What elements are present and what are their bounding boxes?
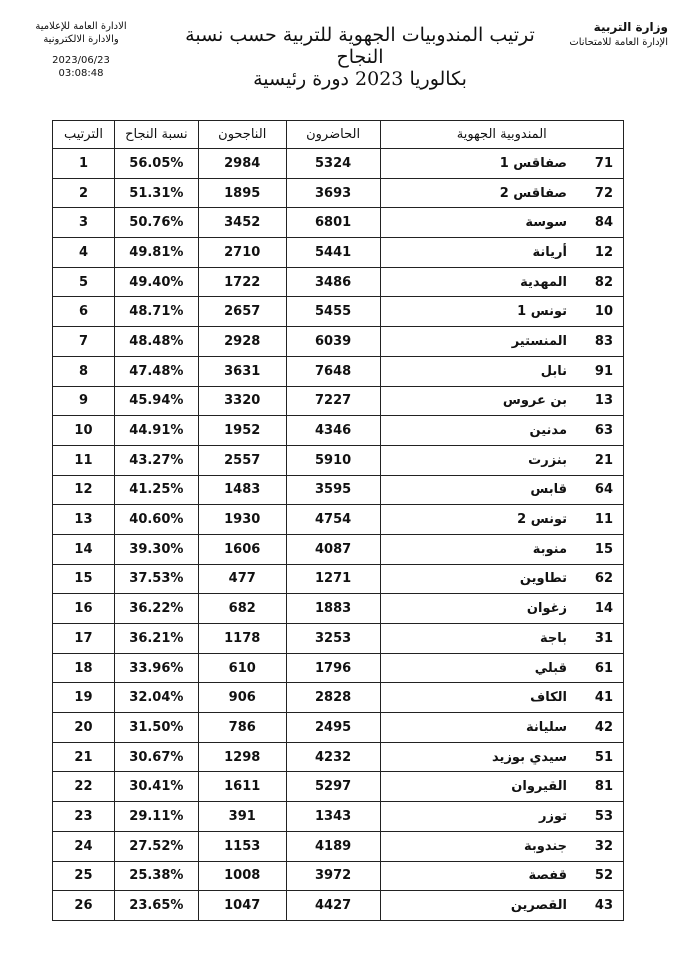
rate-cell: 43.27% — [114, 445, 198, 475]
rate-cell: 48.48% — [114, 327, 198, 357]
region-name: قابس — [530, 482, 567, 498]
region-cell — [380, 178, 623, 208]
passed-cell: 1930 — [198, 505, 286, 535]
rate-cell: 30.41% — [114, 772, 198, 802]
ranking-table — [52, 120, 624, 921]
table-row — [53, 149, 624, 179]
rate-cell: 36.22% — [114, 594, 198, 624]
table-row — [53, 238, 624, 268]
passed-cell: 1952 — [198, 416, 286, 446]
region-name: جندوبة — [523, 838, 567, 854]
region-name: سليانة — [525, 719, 567, 735]
present-cell: 5910 — [286, 445, 380, 475]
region-name: صفاقس 1 — [499, 155, 567, 171]
passed-cell: 1153 — [198, 831, 286, 861]
rank-cell: 18 — [53, 653, 115, 683]
rank-cell: 3 — [53, 208, 115, 238]
col-header-rate: نسبة النجاح — [114, 121, 198, 149]
rate-cell: 49.40% — [114, 267, 198, 297]
rank-cell: 20 — [53, 713, 115, 743]
passed-cell: 2928 — [198, 327, 286, 357]
rate-cell: 44.91% — [114, 416, 198, 446]
table-row — [53, 534, 624, 564]
region-code: 91 — [594, 363, 613, 379]
present-cell: 4087 — [286, 534, 380, 564]
rate-cell: 32.04% — [114, 683, 198, 713]
col-header-region: المندوبية الجهوية — [380, 121, 623, 149]
rate-cell: 49.81% — [114, 238, 198, 268]
present-cell: 1883 — [286, 594, 380, 624]
rate-cell: 25.38% — [114, 861, 198, 891]
region-code: 43 — [594, 898, 613, 914]
passed-cell: 1298 — [198, 742, 286, 772]
rank-cell: 13 — [53, 505, 115, 535]
present-cell: 3972 — [286, 861, 380, 891]
passed-cell: 682 — [198, 594, 286, 624]
region-cell — [380, 742, 623, 772]
region-cell — [380, 208, 623, 238]
present-cell: 7227 — [286, 386, 380, 416]
rank-cell: 26 — [53, 891, 115, 921]
rate-cell: 23.65% — [114, 891, 198, 921]
rate-cell: 29.11% — [114, 802, 198, 832]
rank-cell: 11 — [53, 445, 115, 475]
region-cell — [380, 386, 623, 416]
region-code: 32 — [594, 838, 613, 854]
present-cell: 1343 — [286, 802, 380, 832]
present-cell: 6039 — [286, 327, 380, 357]
table-row — [53, 327, 624, 357]
region-cell — [380, 475, 623, 505]
region-code: 21 — [594, 452, 613, 468]
region-code: 10 — [594, 304, 613, 320]
region-code: 14 — [594, 601, 613, 617]
rank-cell: 25 — [53, 861, 115, 891]
region-cell — [380, 713, 623, 743]
table-header-row — [53, 121, 624, 149]
table-row — [53, 475, 624, 505]
title-line-2: بكالوريا 2023 دورة رئيسية — [253, 68, 467, 90]
table-row — [53, 802, 624, 832]
region-cell — [380, 594, 623, 624]
passed-cell: 1895 — [198, 178, 286, 208]
rate-cell: 31.50% — [114, 713, 198, 743]
passed-cell: 1722 — [198, 267, 286, 297]
region-name: سيدي بوزيد — [492, 749, 567, 765]
passed-cell: 1611 — [198, 772, 286, 802]
present-cell: 2495 — [286, 713, 380, 743]
region-name: بن عروس — [502, 393, 567, 409]
region-cell — [380, 505, 623, 535]
passed-cell: 2657 — [198, 297, 286, 327]
table-row — [53, 356, 624, 386]
passed-cell: 1008 — [198, 861, 286, 891]
present-cell: 5441 — [286, 238, 380, 268]
region-code: 53 — [594, 808, 613, 824]
rank-cell: 5 — [53, 267, 115, 297]
report-date: 2023/06/23 — [52, 55, 110, 66]
rate-cell: 48.71% — [114, 297, 198, 327]
issuing-office-block — [6, 20, 156, 80]
region-code: 62 — [594, 571, 613, 587]
region-code: 12 — [594, 244, 613, 260]
present-cell: 4754 — [286, 505, 380, 535]
region-code: 11 — [594, 512, 613, 528]
rate-cell: 51.31% — [114, 178, 198, 208]
passed-cell: 391 — [198, 802, 286, 832]
present-cell: 3693 — [286, 178, 380, 208]
passed-cell: 3631 — [198, 356, 286, 386]
region-name: القصرين — [510, 898, 567, 914]
rank-cell: 14 — [53, 534, 115, 564]
col-header-present: الحاضرون — [286, 121, 380, 149]
rank-cell: 4 — [53, 238, 115, 268]
region-code: 63 — [594, 423, 613, 439]
table-row — [53, 564, 624, 594]
rank-cell: 7 — [53, 327, 115, 357]
exams-directorate: الإدارة العامة للامتحانات — [569, 37, 668, 48]
issuing-office-line-2: والادارة الالكترونية — [43, 34, 119, 45]
passed-cell: 786 — [198, 713, 286, 743]
report-time: 03:08:48 — [58, 68, 104, 79]
region-cell — [380, 564, 623, 594]
table-row — [53, 891, 624, 921]
document-title — [170, 24, 550, 90]
present-cell: 4232 — [286, 742, 380, 772]
passed-cell: 2710 — [198, 238, 286, 268]
region-cell — [380, 534, 623, 564]
rank-cell: 10 — [53, 416, 115, 446]
rate-cell: 27.52% — [114, 831, 198, 861]
present-cell: 5297 — [286, 772, 380, 802]
rank-cell: 9 — [53, 386, 115, 416]
region-cell — [380, 683, 623, 713]
ministry-block — [569, 20, 668, 50]
region-code: 82 — [594, 274, 613, 290]
rate-cell: 45.94% — [114, 386, 198, 416]
region-name: المهدية — [520, 274, 567, 290]
ministry-name: وزارة التربية — [593, 20, 668, 34]
passed-cell: 906 — [198, 683, 286, 713]
rank-cell: 1 — [53, 149, 115, 179]
region-code: 84 — [594, 215, 613, 231]
region-code: 61 — [594, 660, 613, 676]
region-name: تطاوين — [519, 571, 567, 587]
rank-cell: 15 — [53, 564, 115, 594]
region-cell — [380, 891, 623, 921]
region-name: قفصة — [528, 868, 567, 884]
table-row — [53, 445, 624, 475]
table-row — [53, 386, 624, 416]
present-cell: 5455 — [286, 297, 380, 327]
issuing-office-line-1: الادارة العامة للإعلامية — [35, 21, 127, 32]
region-name: أريانة — [532, 244, 567, 260]
table-row — [53, 505, 624, 535]
region-name: مدنين — [529, 423, 567, 439]
table-row — [53, 742, 624, 772]
region-code: 41 — [594, 690, 613, 706]
rank-cell: 24 — [53, 831, 115, 861]
rate-cell: 30.67% — [114, 742, 198, 772]
passed-cell: 2984 — [198, 149, 286, 179]
region-cell — [380, 653, 623, 683]
region-cell — [380, 416, 623, 446]
passed-cell: 477 — [198, 564, 286, 594]
table-row — [53, 653, 624, 683]
present-cell: 2828 — [286, 683, 380, 713]
table-row — [53, 713, 624, 743]
region-code: 81 — [594, 779, 613, 795]
table-row — [53, 831, 624, 861]
region-name: المنستير — [511, 333, 567, 349]
region-cell — [380, 267, 623, 297]
rank-cell: 19 — [53, 683, 115, 713]
rank-cell: 12 — [53, 475, 115, 505]
rank-cell: 16 — [53, 594, 115, 624]
present-cell: 1796 — [286, 653, 380, 683]
rate-cell: 40.60% — [114, 505, 198, 535]
region-code: 83 — [594, 333, 613, 349]
table-row — [53, 772, 624, 802]
present-cell: 4346 — [286, 416, 380, 446]
rank-cell: 2 — [53, 178, 115, 208]
region-name: تونس 2 — [517, 512, 567, 528]
present-cell: 4189 — [286, 831, 380, 861]
table-row — [53, 178, 624, 208]
region-code: 52 — [594, 868, 613, 884]
region-cell — [380, 861, 623, 891]
region-cell — [380, 772, 623, 802]
region-code: 42 — [594, 719, 613, 735]
rank-cell: 6 — [53, 297, 115, 327]
rank-cell: 23 — [53, 802, 115, 832]
table-row — [53, 416, 624, 446]
present-cell: 5324 — [286, 149, 380, 179]
rate-cell: 56.05% — [114, 149, 198, 179]
table-row — [53, 624, 624, 654]
rank-cell: 21 — [53, 742, 115, 772]
rate-cell: 33.96% — [114, 653, 198, 683]
table-row — [53, 297, 624, 327]
present-cell: 3253 — [286, 624, 380, 654]
region-code: 51 — [594, 749, 613, 765]
title-line-1: ترتيب المندوبيات الجهوية للتربية حسب نسبة النجاح — [185, 24, 535, 68]
region-cell — [380, 802, 623, 832]
region-cell — [380, 297, 623, 327]
rate-cell: 41.25% — [114, 475, 198, 505]
table-row — [53, 594, 624, 624]
region-cell — [380, 356, 623, 386]
passed-cell: 2557 — [198, 445, 286, 475]
rank-cell: 22 — [53, 772, 115, 802]
region-code: 64 — [594, 482, 613, 498]
region-name: القيروان — [511, 779, 567, 795]
rate-cell: 50.76% — [114, 208, 198, 238]
rate-cell: 47.48% — [114, 356, 198, 386]
region-name: زغوان — [526, 601, 567, 617]
region-cell — [380, 149, 623, 179]
passed-cell: 1178 — [198, 624, 286, 654]
rank-cell: 17 — [53, 624, 115, 654]
passed-cell: 1483 — [198, 475, 286, 505]
region-code: 72 — [594, 185, 613, 201]
passed-cell: 610 — [198, 653, 286, 683]
region-code: 31 — [594, 630, 613, 646]
table-row — [53, 267, 624, 297]
rate-cell: 39.30% — [114, 534, 198, 564]
region-code: 71 — [594, 155, 613, 171]
region-name: باجة — [539, 630, 567, 646]
region-name: صفاقس 2 — [499, 185, 567, 201]
present-cell: 3595 — [286, 475, 380, 505]
rate-cell: 36.21% — [114, 624, 198, 654]
region-name: الكاف — [530, 690, 567, 706]
rank-cell: 8 — [53, 356, 115, 386]
region-cell — [380, 831, 623, 861]
table-row — [53, 208, 624, 238]
region-cell — [380, 624, 623, 654]
region-code: 15 — [594, 541, 613, 557]
rate-cell: 37.53% — [114, 564, 198, 594]
region-name: نابل — [540, 363, 567, 379]
region-code: 13 — [594, 393, 613, 409]
col-header-rank: الترتيب — [53, 121, 115, 149]
region-name: توزر — [539, 808, 567, 824]
passed-cell: 1047 — [198, 891, 286, 921]
region-cell — [380, 327, 623, 357]
passed-cell: 1606 — [198, 534, 286, 564]
table-row — [53, 683, 624, 713]
region-name: قبلي — [534, 660, 567, 676]
region-name: بنزرت — [528, 452, 567, 468]
present-cell: 3486 — [286, 267, 380, 297]
present-cell: 4427 — [286, 891, 380, 921]
col-header-passed: الناجحون — [198, 121, 286, 149]
region-cell — [380, 238, 623, 268]
table-row — [53, 861, 624, 891]
region-name: سوسة — [525, 215, 567, 231]
present-cell: 7648 — [286, 356, 380, 386]
region-name: تونس 1 — [517, 304, 567, 320]
passed-cell: 3452 — [198, 208, 286, 238]
passed-cell: 3320 — [198, 386, 286, 416]
present-cell: 1271 — [286, 564, 380, 594]
region-cell — [380, 445, 623, 475]
region-name: منوبة — [532, 541, 567, 557]
present-cell: 6801 — [286, 208, 380, 238]
